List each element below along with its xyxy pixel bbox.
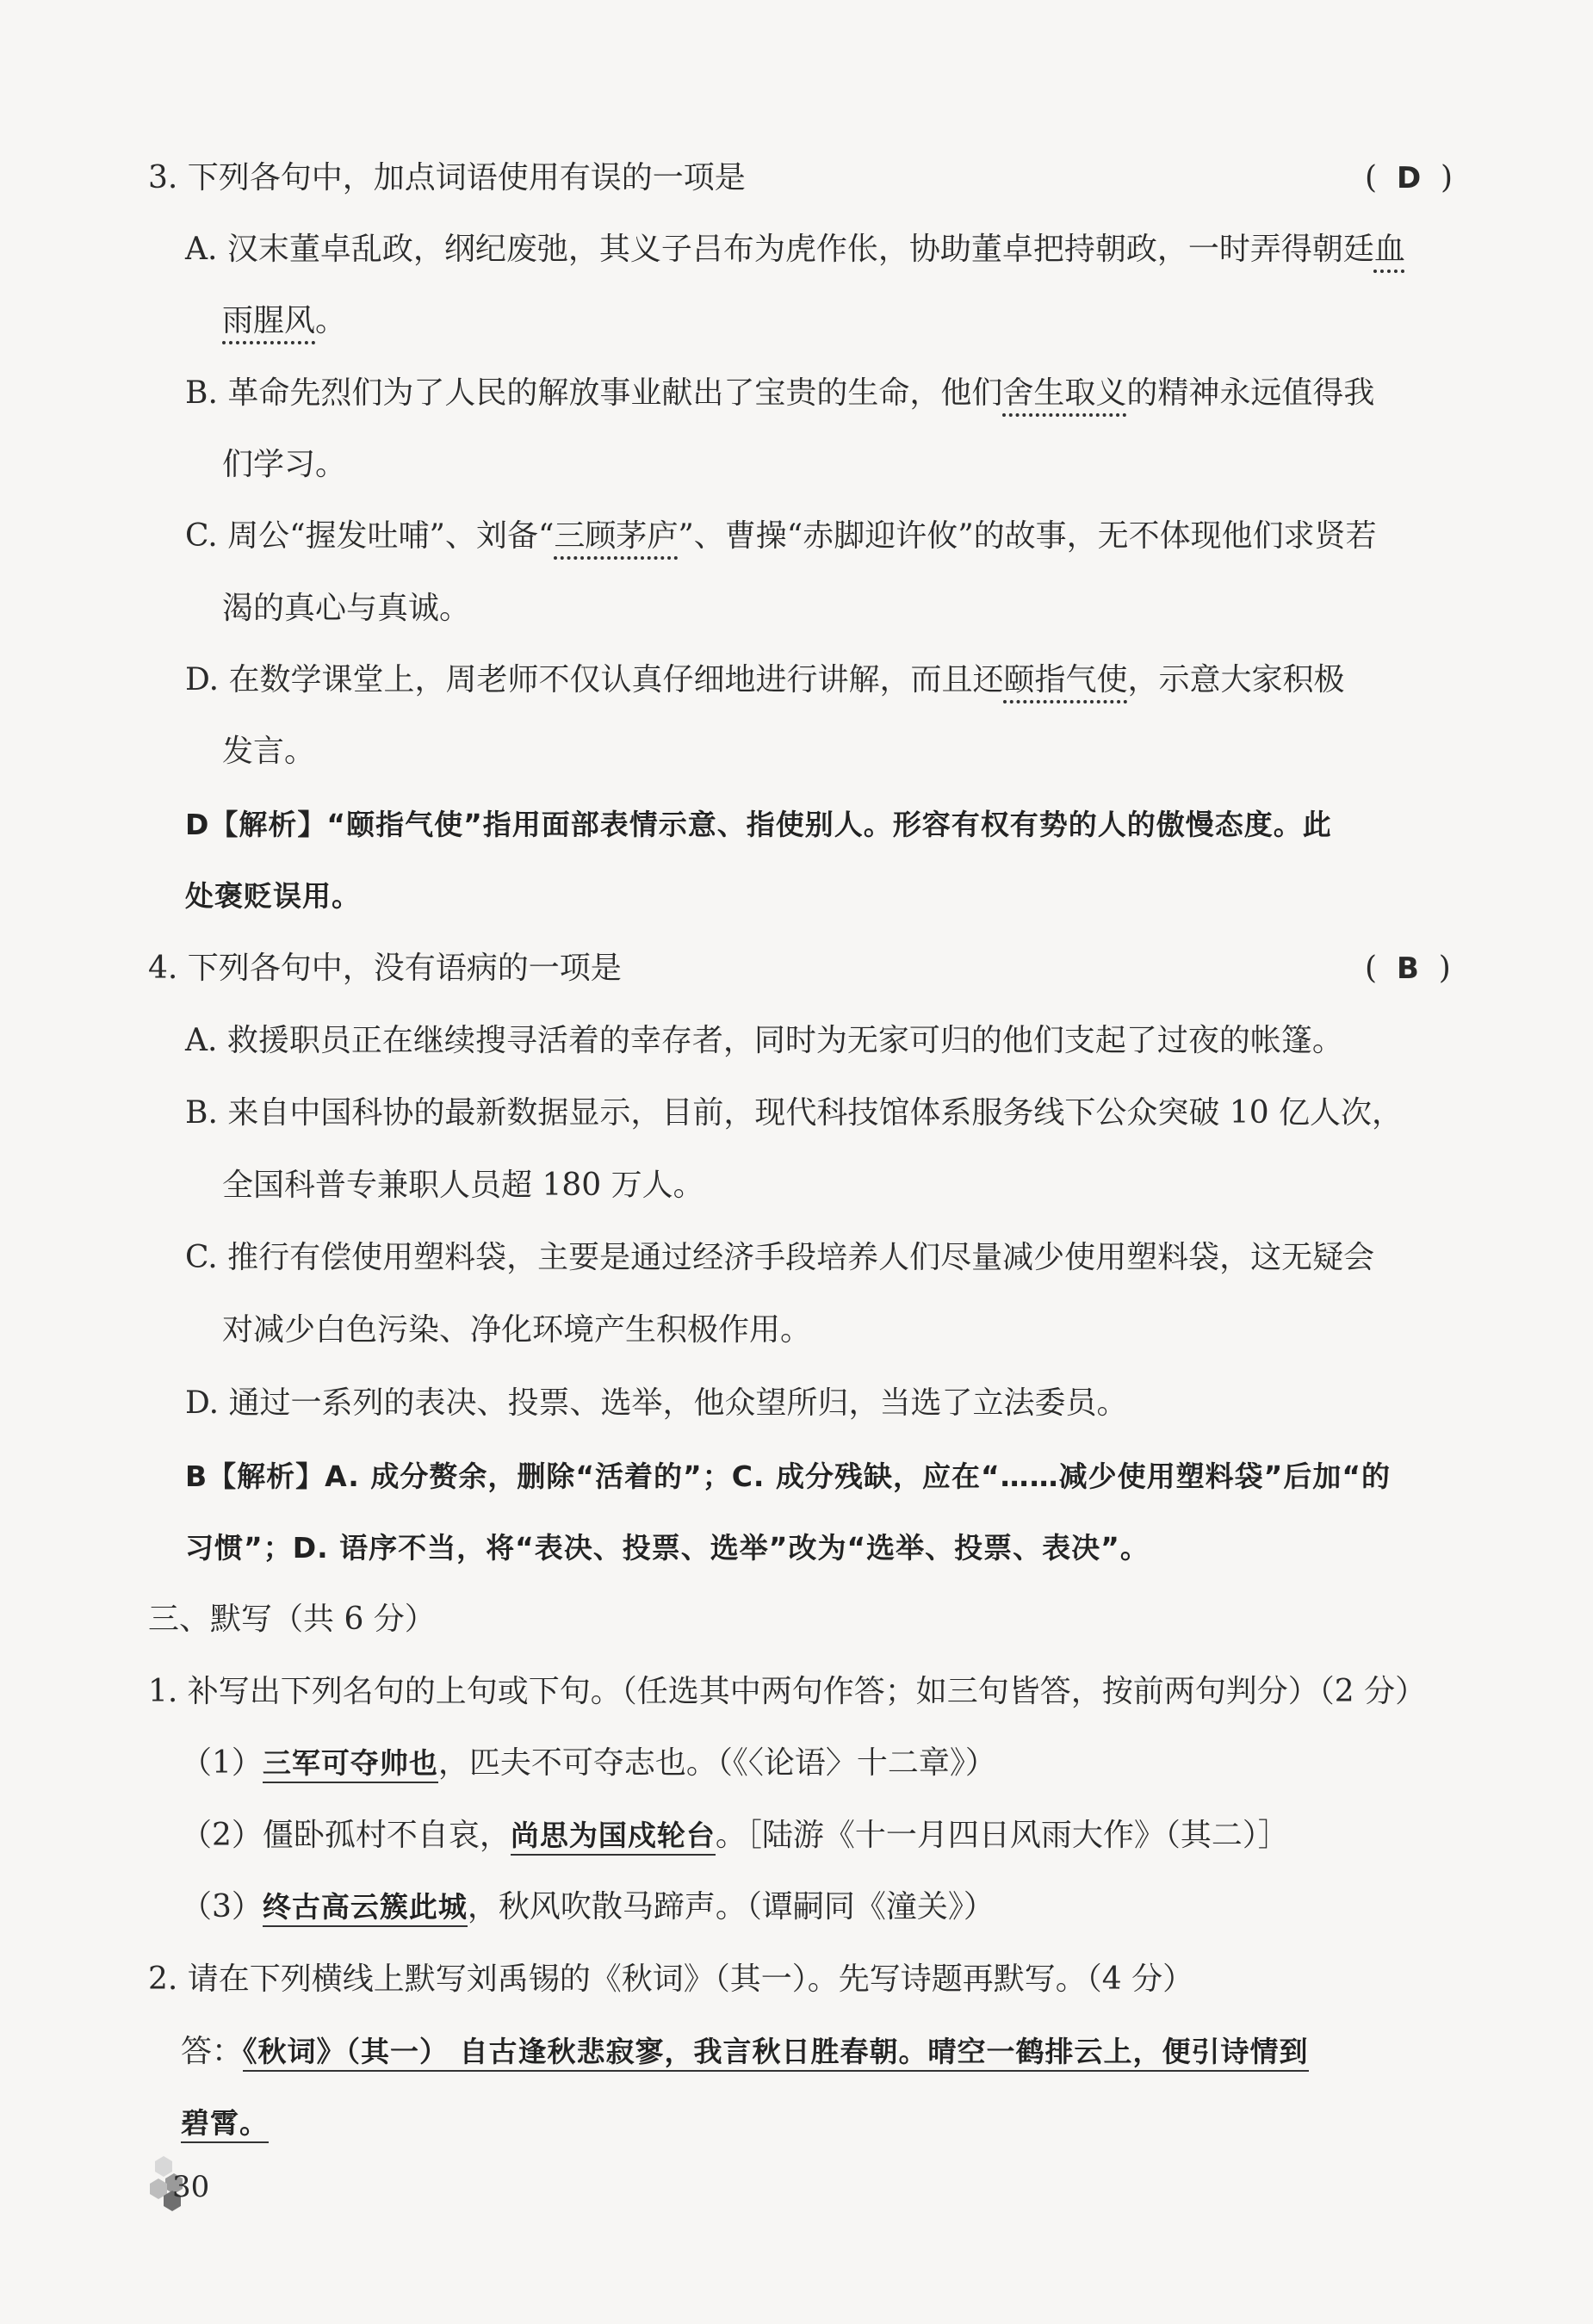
q3-option-b-cont: 们学习。 (222, 447, 347, 482)
q3-analysis: D【解析】“颐指气使”指用面部表情示意、指使别人。形容有权有势的人的傲慢态度。此 (185, 808, 1332, 841)
q4-answer: B (1396, 951, 1419, 986)
s3-q2-stem: 2. 请在下列横线上默写刘禹锡的《秋词》（其一）。先写诗题再默写。（4 分） (148, 1961, 1194, 1997)
s3-q1-stem: 1. 补写出下列名句的上句或下句。（任选其中两句作答；如三句皆答，按前两句判分）（2 分） (148, 1674, 1427, 1709)
q4-option-c-cont: 对减少白色污染、净化环境产生积极作用。 (222, 1312, 812, 1348)
q3-answer-bracket: ( D ) (1365, 160, 1454, 195)
dotted-term: 三顾茅庐 (554, 518, 679, 554)
fill-answer: 尚思为国戍轮台 (511, 1819, 716, 1856)
section-title: 三、默写（共 6 分） (148, 1602, 436, 1637)
page-number: 30 (172, 2170, 210, 2204)
fill-answer: 三军可夺帅也 (263, 1746, 438, 1783)
q4-option-b-cont: 全国科普专兼职人员超 180 万人。 (222, 1168, 704, 1203)
q3-option-d: D. 在数学课堂上，周老师不仅认真仔细地进行讲解，而且还颐指气使，示意大家积极 (185, 662, 1345, 697)
q3-option-c-cont: 渴的真心与真诚。 (222, 591, 471, 626)
fill-answer: 碧霄。 (181, 2106, 269, 2143)
s3-q2-answer: 答：《秋词》（其一） 自古逢秋悲寂寥，我言秋日胜春朝。晴空一鹤排云上，便引诗情到 (181, 2030, 1309, 2073)
s3-q2-answer-cont (181, 2102, 269, 2145)
dotted-term: 血 (1373, 232, 1405, 267)
q4-option-a: A. 救援职员正在继续搜寻活着的幸存者，同时为无家可归的他们支起了过夜的帐篷。 (185, 1023, 1343, 1058)
q3-option-a: A. 汉末董卓乱政，纲纪废弛，其义子吕布为虎作伥，协助董卓把持朝政，一时弄得朝廷血 (185, 232, 1405, 267)
q3-analysis-cont: 处褒贬误用。 (185, 879, 361, 913)
q4-analysis: B【解析】A. 成分赘余，删除“活着的”；C. 成分残缺，应在“……减少使用塑料袋”后加“的 (185, 1459, 1392, 1493)
q4-stem: 4. 下列各句中，没有语病的一项是 (148, 951, 622, 986)
q3-option-a-cont: 雨腥风。 (222, 303, 347, 338)
s3-q1-item3: （3）终古高云簇此城，秋风吹散马蹄声。（谭嗣同《潼关》） (181, 1886, 995, 1929)
dotted-term: 颐指气使 (1003, 662, 1128, 697)
q3-option-c: C. 周公“握发吐哺”、刘备“三顾茅庐”、曹操“赤脚迎许攸”的故事，无不体现他们求贤若 (185, 518, 1377, 554)
q4-option-b: B. 来自中国科协的最新数据显示，目前，现代科技馆体系服务线下公众突破 10 亿人次， (185, 1095, 1404, 1131)
fill-answer: 《秋词》（其一） 自古逢秋悲寂寥，我言秋日胜春朝。晴空一鹤排云上，便引诗情到 (243, 2035, 1309, 2072)
s3-q1-item2: （2）僵卧孤村不自哀，尚思为国戍轮台。［陆游《十一月四日风雨大作》（其二）］ (181, 1814, 1289, 1857)
q4-analysis-cont: 习惯”；D. 语序不当，将“表决、投票、选举”改为“选举、投票、表决”。 (185, 1531, 1150, 1565)
q3-stem: 3. 下列各句中，加点词语使用有误的一项是 (148, 160, 746, 195)
dotted-term: 雨腥风 (222, 303, 316, 338)
q3-option-b: B. 革命先烈们为了人民的解放事业献出了宝贵的生命，他们舍生取义的精神永远值得我 (185, 375, 1375, 411)
q4-option-d: D. 通过一系列的表决、投票、选举，他众望所归，当选了立法委员。 (185, 1385, 1128, 1421)
dotted-term: 舍生取义 (1002, 375, 1127, 411)
q4-answer-bracket: ( B ) (1365, 951, 1451, 986)
q3-answer: D (1396, 161, 1422, 195)
fill-answer: 终古高云簇此城 (263, 1890, 468, 1927)
q4-option-c: C. 推行有偿使用塑料袋，主要是通过经济手段培养人们尽量减少使用塑料袋，这无疑会 (185, 1240, 1375, 1275)
q3-option-d-cont: 发言。 (222, 734, 316, 769)
s3-q1-item1: （1）三军可夺帅也，匹夫不可夺志也。（《〈论语〉十二章》） (181, 1742, 996, 1785)
